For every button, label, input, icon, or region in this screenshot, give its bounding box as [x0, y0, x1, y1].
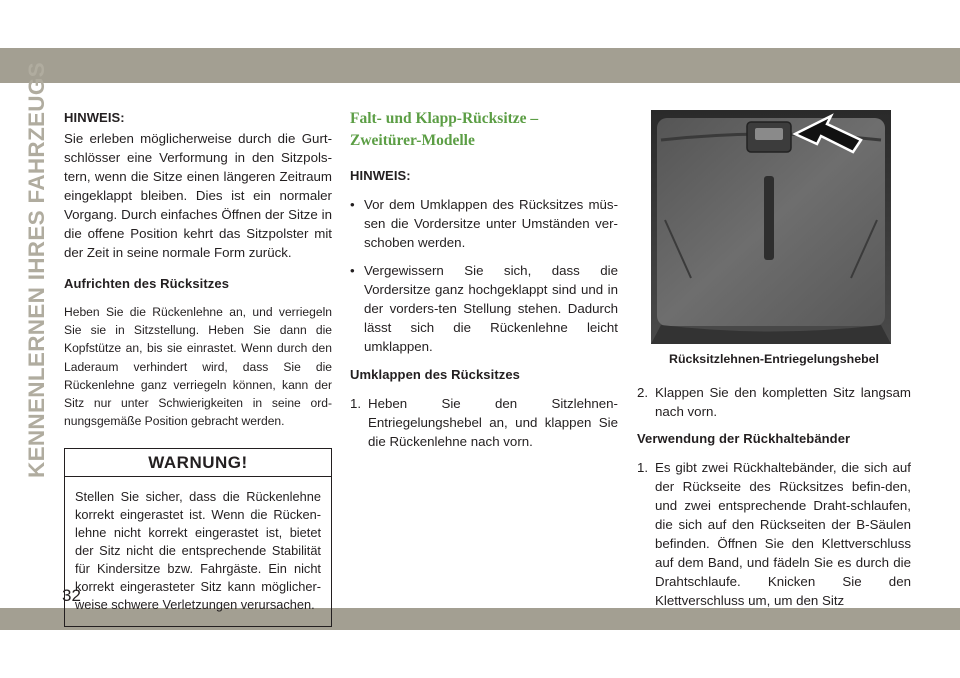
fold-header: Umklappen des Rücksitzes [350, 367, 521, 382]
bullet-text: Vor dem Umklappen des Rücksitzes müs-sen die Vordersitze unter Umständen ver-schoben werden. [364, 197, 618, 250]
step-text: Klappen Sie den kompletten Sitz langsam nach vorn. [655, 385, 911, 419]
chapter-title-text: KENNENLERNEN IHRES FAHRZEUGS [24, 62, 49, 478]
warning-title: WARNUNG! [65, 449, 331, 477]
photo-caption: Rücksitzlehnen-Entriegelungshebel [669, 352, 879, 366]
list-item [350, 195, 618, 252]
bullet-marker: • [350, 263, 355, 278]
seatback-image [651, 110, 891, 344]
column-left [64, 108, 332, 627]
step-text: Heben Sie den Sitzlehnen-Entriegelungshebel an, und klappen Sie die Rückenlehne nach vorn. [368, 396, 618, 449]
bullet-text: Vergewissern Sie sich, dass die Vordersitze ganz hochgeklappt sind und in der vorders-ten Stellung stehen. Dadurch lässt sich die Rückenlehne leicht umklappen. [364, 263, 618, 354]
section-title [350, 108, 618, 152]
list-item [637, 458, 911, 610]
step-number: 2. [637, 385, 649, 400]
column-right [637, 110, 911, 618]
list-item [350, 394, 618, 451]
step-number: 1. [637, 460, 649, 475]
list-item [637, 383, 911, 421]
step-text: Es gibt zwei Rückhaltebänder, die sich auf der Rückseite des Rücksitzes befin-den, und zwei entsprechende Draht-schlaufen, die sich auf den Rückseiten der B-Säulen befinden. Öffnen Sie den Klettverschluss auf dem Band, und fädeln Sie es durch die Drahtschlaufe. Knicken Sie den Klettverschluss um, um den Sitz [655, 460, 911, 608]
top-band [0, 48, 960, 83]
chapter-side-title [22, 62, 52, 478]
section-title-line1: Falt- und Klapp-Rücksitze – [350, 110, 539, 127]
bullet-marker: • [350, 197, 355, 212]
warning-text: Stellen Sie sicher, dass die Rückenlehne korrekt eingerastet ist. Wenn die Rücken-lehne nicht korrekt eingerastet ist, bietet der Sitz nicht die entsprechende Stabilität für Kindersitze bzw. Fahrgäste. Ein nicht korrekt eingerasteter Sitz kann möglicher-weise schwere Verletzungen verursachen. [75, 489, 321, 613]
note-header-2: HINWEIS: [350, 168, 411, 183]
step-number: 1. [350, 396, 362, 411]
list-item [350, 261, 618, 356]
upright-text: Heben Sie die Rückenlehne an, und verriegeln Sie sie in Sitzstellung. Heben Sie dann die Kopfstütze an, bis sie einrastet. Wenn durch den Laderaum verhindert wird, dass Sie die Rückenlehne ganz verriegeln können, kann der Sitz nur unter Schwierigkeiten in seine ord-nungsgemäße Position gebracht werden. [64, 305, 332, 429]
note-header: HINWEIS: [64, 110, 125, 125]
section-title-line2: Zweitürer-Modelle [350, 132, 475, 149]
restraint-header: Verwendung der Rückhaltebänder [637, 431, 851, 446]
column-middle [350, 108, 618, 459]
note-text: Sie erleben möglicherweise durch die Gurt-schlösser eine Verformung in den Sitzpols-tern, wenn die Sitze einen längeren Zeitraum eingeklappt bleiben. Dies ist ein normaler Vorgang. Durch einfaches Öffnen der Sitze in die offene Position kehrt das Sitzpolster mit der Zeit in seine normale Form zurück. [64, 131, 332, 260]
seat-release-photo [651, 110, 891, 344]
upright-header: Aufrichten des Rücksitzes [64, 276, 230, 291]
warning-box [64, 448, 332, 627]
page-number: 32 [62, 586, 81, 605]
